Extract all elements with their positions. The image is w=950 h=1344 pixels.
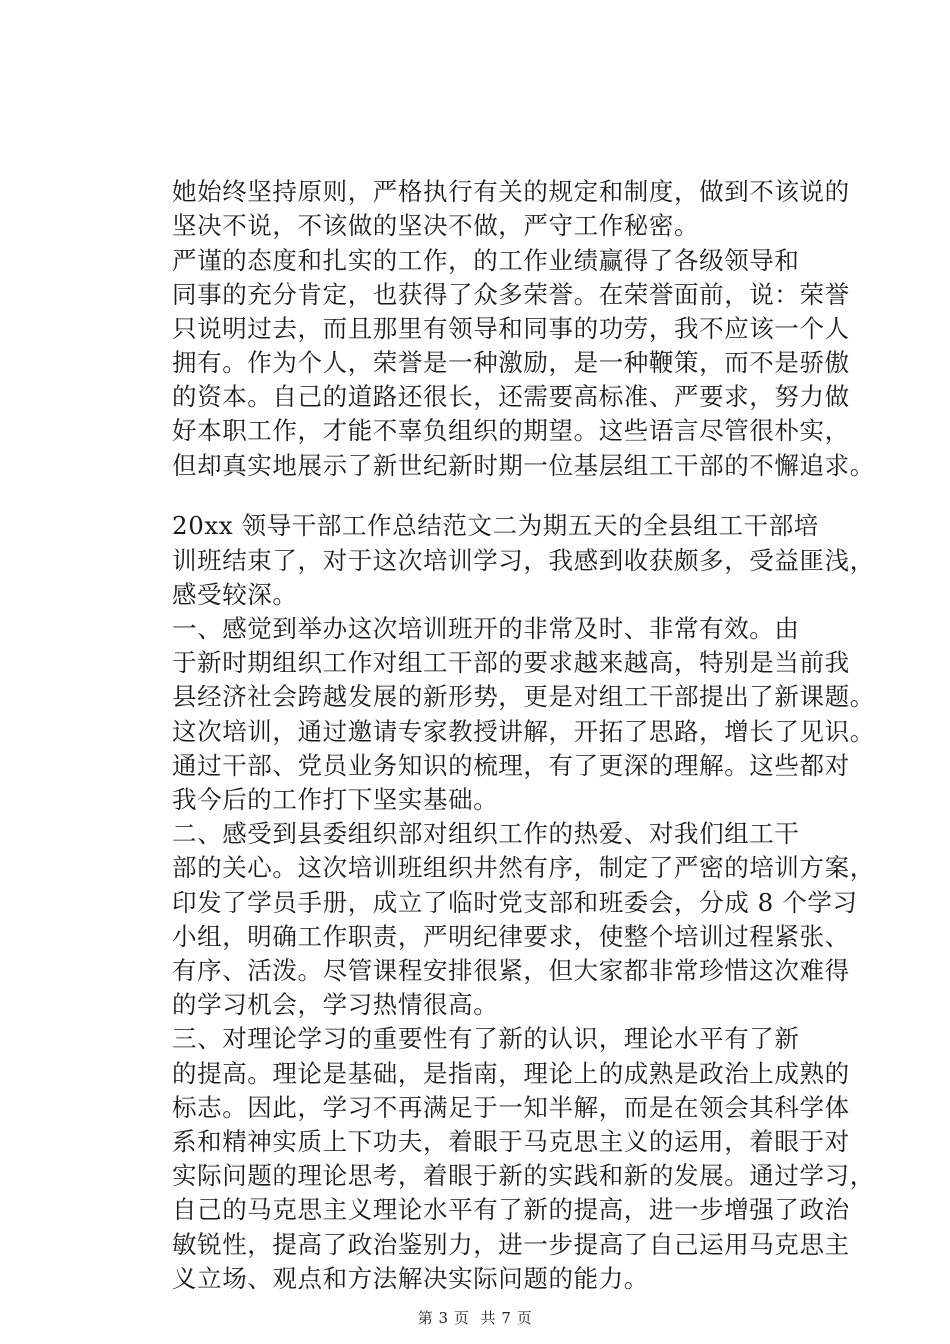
text-line: 二、感受到县委组织部对组织工作的热爱、对我们组工干 [172, 819, 800, 848]
text-line: 部的关心。这次培训班组织井然有序，制定了严密的培训方案， [172, 853, 875, 882]
text-line: 县经济社会跨越发展的新形势，更是对组工干部提出了新课题。 [172, 682, 875, 711]
text-line: 我今后的工作打下坚实基础。 [172, 785, 499, 814]
text-line: 训班结束了，对于这次培训学习，我感到收获颇多，受益匪浅， [172, 546, 875, 575]
text-line: 标志。因此，学习不再满足于一知半解，而是在领会其科学体 [172, 1093, 850, 1122]
text-line: 拥有。作为个人，荣誉是一种激励，是一种鞭策，而不是骄傲 [172, 348, 850, 377]
text-line: 印发了学员手册，成立了临时党支部和班委会，分成 8 个学习 [172, 888, 858, 917]
text-line: 只说明过去，而且那里有领导和同事的功劳，我不应该一个人 [172, 314, 850, 343]
text-line: 敏锐性，提高了政治鉴别力，进一步提高了自己运用马克思主 [172, 1230, 850, 1259]
page-number: 第 3 页 [417, 1309, 470, 1327]
text-line: 的学习机会，学习热情很高。 [172, 990, 499, 1019]
text-line: 好本职工作，才能不辜负组织的期望。这些语言尽管很朴实， [172, 416, 850, 445]
text-line: 20xx 领导干部工作总结范文二为期五天的全县组工干部培 [172, 511, 819, 540]
text-line: 小组，明确工作职责，严明纪律要求，使整个培训过程紧张、 [172, 922, 850, 951]
text-line: 感受较深。 [172, 580, 298, 609]
text-line: 的资本。自己的道路还很长，还需要高标准、严要求，努力做 [172, 382, 850, 411]
text-line: 实际问题的理论思考，着眼于新的实践和新的发展。通过学习， [172, 1161, 875, 1190]
text-line: 的提高。理论是基础，是指南，理论上的成熟是政治上成熟的 [172, 1059, 850, 1088]
text-line: 义立场、观点和方法解决实际问题的能力。 [172, 1264, 649, 1293]
text-line: 严谨的态度和扎实的工作，的工作业绩赢得了各级领导和 [172, 246, 800, 275]
text-line: 坚决不说，不该做的坚决不做，严守工作秘密。 [172, 211, 700, 240]
text-line: 她始终坚持原则，严格执行有关的规定和制度，做到不该说的 [172, 177, 850, 206]
text-line: 这次培训，通过邀请专家教授讲解，开拓了思路，增长了见识。 [172, 717, 875, 746]
text-line: 同事的充分肯定，也获得了众多荣誉。在荣誉面前，说：荣誉 [172, 280, 850, 309]
page-footer [0, 1307, 950, 1328]
page-total: 共 7 页 [480, 1309, 533, 1327]
text-line: 通过干部、党员业务知识的梳理，有了更深的理解。这些都对 [172, 751, 850, 780]
text-line: 系和精神实质上下功夫，着眼于马克思主义的运用，着眼于对 [172, 1127, 850, 1156]
text-line: 有序、活泼。尽管课程安排很紧，但大家都非常珍惜这次难得 [172, 956, 850, 985]
text-line: 自己的马克思主义理论水平有了新的提高，进一步增强了政治 [172, 1195, 850, 1224]
text-line: 于新时期组织工作对组工干部的要求越来越高，特别是当前我 [172, 648, 850, 677]
text-line: 三、对理论学习的重要性有了新的认识，理论水平有了新 [172, 1024, 800, 1053]
text-line: 但却真实地展示了新世纪新时期一位基层组工干部的不懈追求。 [172, 451, 875, 480]
text-line: 一、感觉到举办这次培训班开的非常及时、非常有效。由 [172, 614, 800, 643]
